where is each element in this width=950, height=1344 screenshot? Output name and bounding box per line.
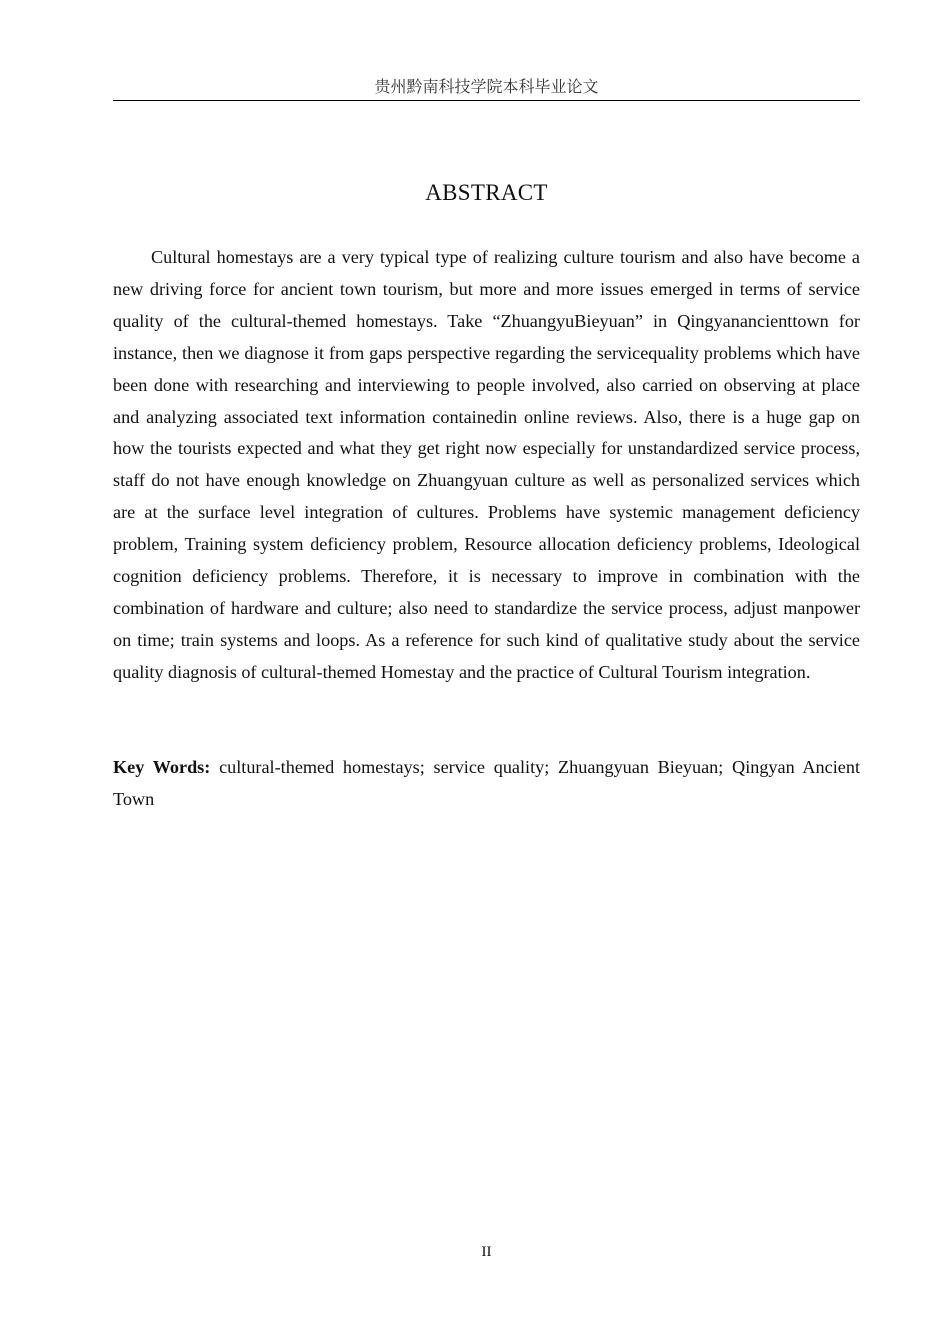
keywords-label: Key Words:	[113, 757, 211, 777]
page-number: II	[481, 1244, 492, 1260]
abstract-body: Cultural homestays are a very typical type of realizing culture tourism and also have become a new driving force for ancient town tourism, but more and more issues emerged in terms of service quality of the cultural-themed homestays. Take “ZhuangyuBieyuan” in Qingyanancienttown for instance, then we diagnose it from gaps perspective regarding the servicequality problems which have been done with researching and interviewing to people involved, also carried on observing at place and analyzing associated text information containedin online reviews. Also, there is a huge gap on how the tourists expected and what they get right now especially for unstandardized service process, staff do not have enough knowledge on Zhuangyuan culture as well as personalized services which are at the surface level integration of cultures. Problems have systemic management deficiency problem, Training system deficiency problem, Resource allocation deficiency problems, Ideological cognition deficiency problems. Therefore, it is necessary to improve in combination with the combination of hardware and culture; also need to standardize the service process, adjust manpower on time; train systems and loops. As a reference for such kind of qualitative study about the service quality diagnosis of cultural-themed Homestay and the practice of Cultural Tourism integration.	[113, 247, 860, 682]
page-header	[113, 76, 860, 101]
abstract-heading: ABSTRACT	[425, 180, 548, 205]
header-title: 贵州黔南科技学院本科毕业论文	[374, 77, 599, 96]
keywords-text: cultural-themed homestays; service quality; Zhuangyuan Bieyuan; Qingyan Ancient Town	[113, 757, 860, 809]
keywords-paragraph	[113, 752, 860, 816]
